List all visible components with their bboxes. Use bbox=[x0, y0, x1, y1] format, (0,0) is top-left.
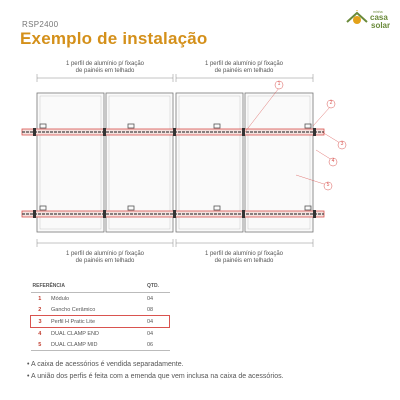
mid-clamp bbox=[103, 128, 106, 136]
dimension-line-bottom-left bbox=[37, 239, 173, 247]
mid-clamp bbox=[242, 128, 245, 136]
label-bottom-left: 1 perfil de alumínio p/ fixação de painéis em telhado bbox=[65, 251, 145, 264]
dimension-line-top-left bbox=[37, 74, 173, 82]
logo-line-2: casa bbox=[370, 13, 388, 22]
callout-number: 4 bbox=[331, 158, 335, 164]
table-row bbox=[31, 293, 170, 305]
row-qty: 08 bbox=[147, 306, 154, 313]
dimension-line-top-right bbox=[176, 74, 313, 82]
mid-clamp bbox=[103, 210, 106, 218]
row-number: 1 bbox=[38, 295, 42, 302]
note-accessory-box: • A caixa de acessórios é vendida separadamente. bbox=[27, 361, 184, 368]
callout-number: 1 bbox=[277, 81, 281, 87]
row-name: Módulo bbox=[51, 295, 70, 302]
label-top-left: 1 perfil de alumínio p/ fixação de painéis em telhado bbox=[65, 61, 145, 74]
page-title: Exemplo de instalação bbox=[20, 29, 208, 48]
callout-number: 3 bbox=[340, 141, 344, 147]
row-name: Gancho Cerâmico bbox=[51, 306, 96, 313]
dimension-line-bottom-right bbox=[176, 239, 313, 247]
callout-number: 5 bbox=[326, 182, 330, 188]
end-clamp bbox=[313, 210, 316, 218]
label-top-right: 1 perfil de alumínio p/ fixação de painéis em telhado bbox=[204, 61, 284, 74]
note-profile-joint: • A união dos perfis é feita com a emenda que vem inclusa na caixa de acessórios. bbox=[27, 373, 284, 380]
row-number: 4 bbox=[38, 330, 42, 337]
table-row bbox=[31, 304, 170, 316]
table-header bbox=[31, 280, 170, 293]
header-qty: QTD. bbox=[145, 280, 170, 293]
header-reference: REFERÊNCIA bbox=[31, 280, 146, 293]
mid-clamp bbox=[242, 210, 245, 218]
row-number: 3 bbox=[31, 316, 50, 328]
mid-clamp bbox=[173, 210, 176, 218]
end-clamp bbox=[33, 210, 36, 218]
end-clamp bbox=[33, 128, 36, 136]
label-bottom-right: 1 perfil de alumínio p/ fixação de painéis em telhado bbox=[204, 251, 284, 264]
row-number: 2 bbox=[38, 306, 42, 313]
end-clamp bbox=[313, 128, 316, 136]
row-qty: 04 bbox=[147, 295, 154, 302]
product-code: RSP2400 bbox=[22, 20, 59, 29]
row-number: 5 bbox=[31, 339, 50, 351]
row-name: DUAL CLAMP MID bbox=[49, 339, 145, 351]
row-name: Perfil H Pratic Lite bbox=[49, 316, 145, 328]
table-row-highlighted bbox=[31, 316, 170, 328]
table-row bbox=[31, 328, 170, 340]
row-name: DUAL CLAMP END bbox=[51, 330, 99, 337]
logo-line-3: solar bbox=[371, 21, 391, 30]
reference-table bbox=[30, 280, 170, 351]
row-qty: 06 bbox=[145, 339, 170, 351]
callout-number: 2 bbox=[329, 100, 333, 106]
table-row bbox=[31, 339, 170, 351]
logo-line-1: minha bbox=[373, 10, 383, 14]
row-qty: 04 bbox=[147, 330, 154, 337]
mid-clamp bbox=[173, 128, 176, 136]
row-qty: 04 bbox=[145, 316, 170, 328]
